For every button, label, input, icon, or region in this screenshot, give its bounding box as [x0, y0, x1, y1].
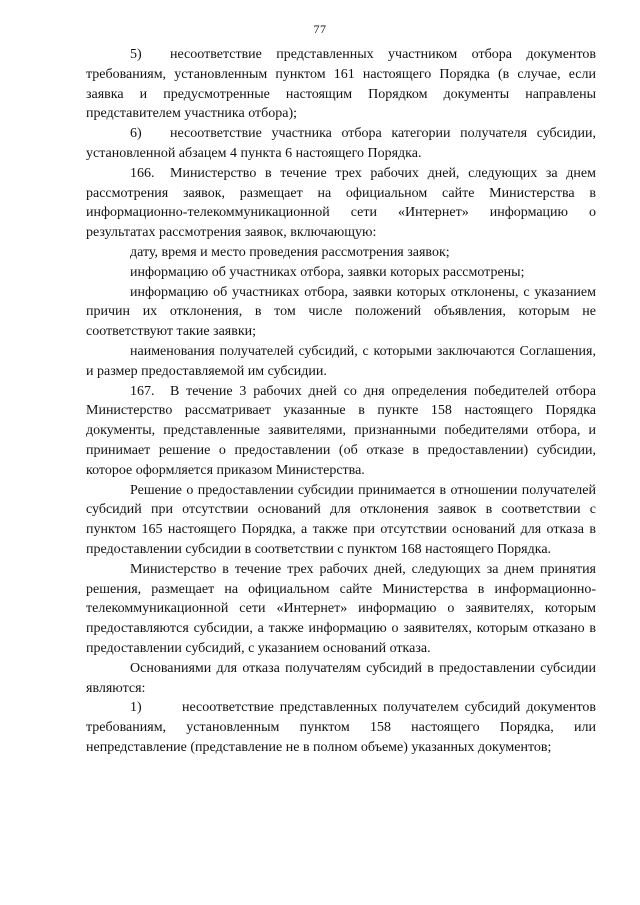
clause-167-refusal-grounds: Основаниями для отказа получателям субсидий в предоставлении субсидии являются:: [86, 660, 596, 696]
clause-text: В течение 3 рабочих дней со дня определения победителей отбора Министерство рассматривает указанные в пункте 158 настоящего Порядка документы, представленные заявителями, признанными победителями отбора, и принимает решение о предоставлении (об отказе в предоставлении) субсидии, которое оформляется приказом Министерства.: [86, 383, 596, 478]
list-item-5: [86, 45, 596, 124]
page-number: 77: [313, 22, 327, 36]
clause-166-item-reviewed: информацию об участниках отбора, заявки которых рассмотрены;: [130, 264, 525, 280]
refusal-ground-1: [86, 698, 596, 757]
list-item-number: 1): [130, 700, 142, 716]
list-item-text: несоответствие представленных получателем субсидий документов требованиям, установленным пунктом 158 настоящего Порядка, или непредставление (представление не в полном объеме) указанных документов;: [86, 700, 596, 755]
clause-166-item-recipients: наименования получателей субсидий, с которыми заключаются Соглашения, и размер предоставляемой им субсидии.: [86, 343, 596, 379]
list-item-text: несоответствие представленных участником отбора документов требованиям, установленным пунктом 161 настоящего Порядка (в случае, если заявка и предусмотренные настоящим Порядком документы направлены представителем участника отбора);: [86, 47, 596, 122]
document-body: [86, 45, 596, 758]
clause-text: Министерство в течение трех рабочих дней, следующих за днем рассмотрения заявок, размещает на официальном сайте Министерства в информационно-телекоммуникационной сети «Интернет» информацию о результатах рассмотрения заявок, включающую:: [86, 165, 596, 241]
clause-number: 167.: [130, 383, 155, 399]
clause-166-item-date: дату, время и место проведения рассмотрения заявок;: [130, 244, 450, 260]
list-item-number: 5): [130, 47, 142, 62]
clause-167-decision: Решение о предоставлении субсидии принимается в отношении получателей субсидий при отсутствии оснований для отклонения заявок в соответствии с пунктом 165 настоящего Порядка, а также при отсутствии оснований для отказа в предоставлении субсидии в соответствии с пунктом 168 настоящего Порядка.: [86, 482, 596, 557]
clause-number: 166.: [130, 165, 155, 181]
clause-167: [86, 382, 596, 481]
list-item-6: [86, 124, 596, 164]
clause-166: [86, 164, 596, 243]
clause-166-item-rejected: информацию об участниках отбора, заявки которых отклонены, с указанием причин их отклонения, в том числе положений объявления, которым не соответствуют такие заявки;: [86, 284, 596, 340]
list-item-text: несоответствие участника отбора категории получателя субсидии, установленной абзацем 4 пункта 6 настоящего Порядка.: [86, 126, 596, 161]
clause-167-publication: Министерство в течение трех рабочих дней, следующих за днем принятия решения, размещает на официальном сайте Министерства в информационно-телекоммуникационной сети «Интернет» информацию о заявителях, которым предоставляются субсидии, а также информацию о заявителях, которым отказано в предоставлении субсидий, с указанием оснований отказа.: [86, 561, 596, 656]
list-item-number: 6): [130, 126, 142, 142]
